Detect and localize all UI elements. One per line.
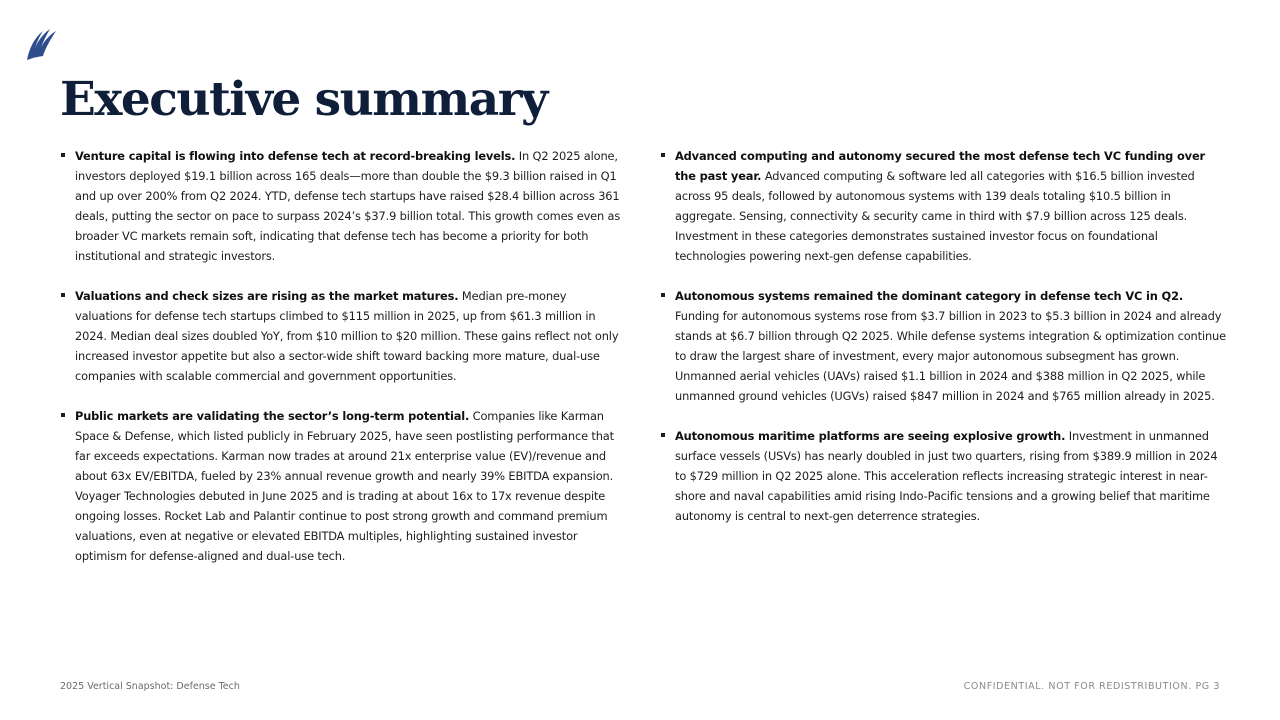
right-column — [660, 146, 1226, 546]
sail-logo-icon — [25, 27, 57, 60]
footer-confidential-page: CONFIDENTIAL. NOT FOR REDISTRIBUTION. PG 3 — [963, 681, 1220, 692]
bullet-item — [60, 146, 626, 266]
bullet-lead: Public markets are validating the sector’s long-term potential. — [75, 409, 470, 423]
bullet-lead: Autonomous systems remained the dominant category in defense tech VC in Q2. — [675, 289, 1184, 303]
bullet-dot — [61, 293, 65, 297]
left-column — [60, 146, 626, 586]
bullet-item — [660, 426, 1226, 526]
footer-report-title: 2025 Vertical Snapshot: Defense Tech — [60, 681, 240, 692]
bullet-item — [660, 146, 1226, 266]
bullet-body: Companies like Karman Space & Defense, which listed publicly in February 2025, have seen postlisting performance that far exceeds expectations. Karman now trades at around 21x enterprise value (EV)/revenue and about 63x EV/EBITDA, fueled by 23% annual revenue growth and nearly 39% EBITDA expansion. Voyager Technologies debuted in June 2025 and is trading at about 16x to 17x revenue despite ongoing losses. Rocket Lab and Palantir continue to post strong growth and command premium valuations, even at negative or elevated EBITDA multiples, highlighting sustained investor optimism for defense-aligned and dual-use tech. — [75, 409, 614, 563]
bullet-body: Investment in unmanned surface vessels (USVs) has nearly doubled in just two quarters, rising from $389.9 million in 2024 to $729 million in Q2 2025 alone. This acceleration reflects increasing strategic interest in near-shore and naval capabilities amid rising Indo-Pacific tensions and a growing belief that maritime autonomy is central to next-gen deterrence strategies. — [675, 429, 1218, 523]
bullet-dot — [661, 433, 665, 437]
bullet-item — [60, 286, 626, 386]
bullet-dot — [661, 153, 665, 157]
bullet-body: Advanced computing & software led all categories with $16.5 billion invested across 95 deals, followed by autonomous systems with 139 deals totaling $10.5 billion in aggregate. Sensing, connectivity & security came in third with $7.9 billion across 125 deals. Investment in these categories demonstrates sustained investor focus on foundational technologies powering next-gen defense capabilities. — [675, 169, 1195, 263]
bullet-dot — [661, 293, 665, 297]
bullet-lead: Valuations and check sizes are rising as the market matures. — [75, 289, 459, 303]
bullet-dot — [61, 153, 65, 157]
bullet-lead: Autonomous maritime platforms are seeing explosive growth. — [675, 429, 1066, 443]
page-title: Executive summary — [60, 72, 547, 127]
bullet-body: Median pre-money valuations for defense tech startups climbed to $115 million in 2025, up from $61.3 million in 2024. Median deal sizes doubled YoY, from $10 million to $20 million. These gains reflect not only increased investor appetite but also a sector-wide shift toward backing more mature, dual-use companies with scalable commercial and government opportunities. — [75, 289, 619, 383]
bullet-lead: Advanced computing and autonomy secured the most defense tech VC funding over the past year. — [675, 149, 1205, 183]
bullet-item — [60, 406, 626, 566]
bullet-item — [660, 286, 1226, 406]
bullet-body: Funding for autonomous systems rose from $3.7 billion in 2023 to $5.3 billion in 2024 and already stands at $6.7 billion through Q2 2025. While defense systems integration & optimization continue to draw the largest share of investment, every major autonomous subsegment has grown. Unmanned aerial vehicles (UAVs) raised $1.1 billion in 2024 and $388 million in Q2 2025, while unmanned ground vehicles (UGVs) raised $847 million in 2024 and $765 million already in 2025. — [675, 309, 1226, 403]
bullet-body: In Q2 2025 alone, investors deployed $19.1 billion across 165 deals—more than double the $9.3 billion raised in Q1 and up over 200% from Q2 2024. YTD, defense tech startups have raised $28.4 billion across 361 deals, putting the sector on pace to surpass 2024’s $37.9 billion total. This growth comes even as broader VC markets remain soft, indicating that defense tech has become a priority for both institutional and strategic investors. — [75, 149, 621, 263]
bullet-dot — [61, 413, 65, 417]
bullet-lead: Venture capital is flowing into defense tech at record-breaking levels. — [75, 149, 516, 163]
